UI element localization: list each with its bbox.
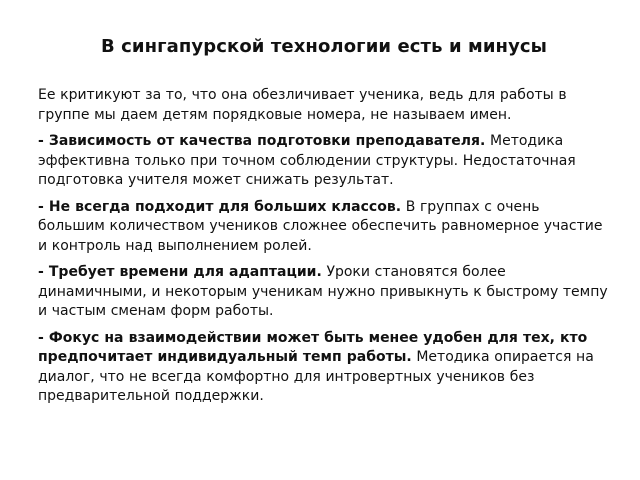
point-heading: - Зависимость от качества подготовки преподавателя. — [38, 133, 486, 149]
point-interaction-focus — [38, 329, 610, 407]
point-quality-dependence — [38, 132, 610, 191]
point-text: Методика эффективна только при точном соблюдении структуры. Недостаточная подготовка учителя может снижать результат. — [38, 133, 576, 188]
point-adaptation-time — [38, 263, 610, 322]
point-text: Методика опирается на диалог, что не всегда комфортно для интровертных учеников без предварительной поддержки. — [38, 349, 594, 404]
intro-paragraph: Ее критикуют за то, что она обезличивает ученика, ведь для работы в группе мы даем детям порядковые номера, не называем имен. — [38, 87, 567, 123]
point-large-classes — [38, 198, 610, 257]
point-heading: - Не всегда подходит для больших классов. — [38, 198, 402, 215]
point-heading: - Требует времени для адаптации. — [38, 264, 322, 280]
point-text: Уроки становятся более динамичными, и некоторым ученикам нужно привыкнуть к быстрому темпу и частым сменам форм работы. — [38, 264, 608, 319]
point-heading: - Фокус на взаимодействии может быть менее удобен для тех, кто предпочитает индивидуальный темп работы. — [38, 329, 588, 365]
slide-title: В сингапурской технологии есть и минусы — [100, 36, 548, 57]
point-text: В группах с очень большим количеством учеников сложнее обеспечить равномерное участие и контроль над выполнением ролей. — [38, 198, 603, 254]
